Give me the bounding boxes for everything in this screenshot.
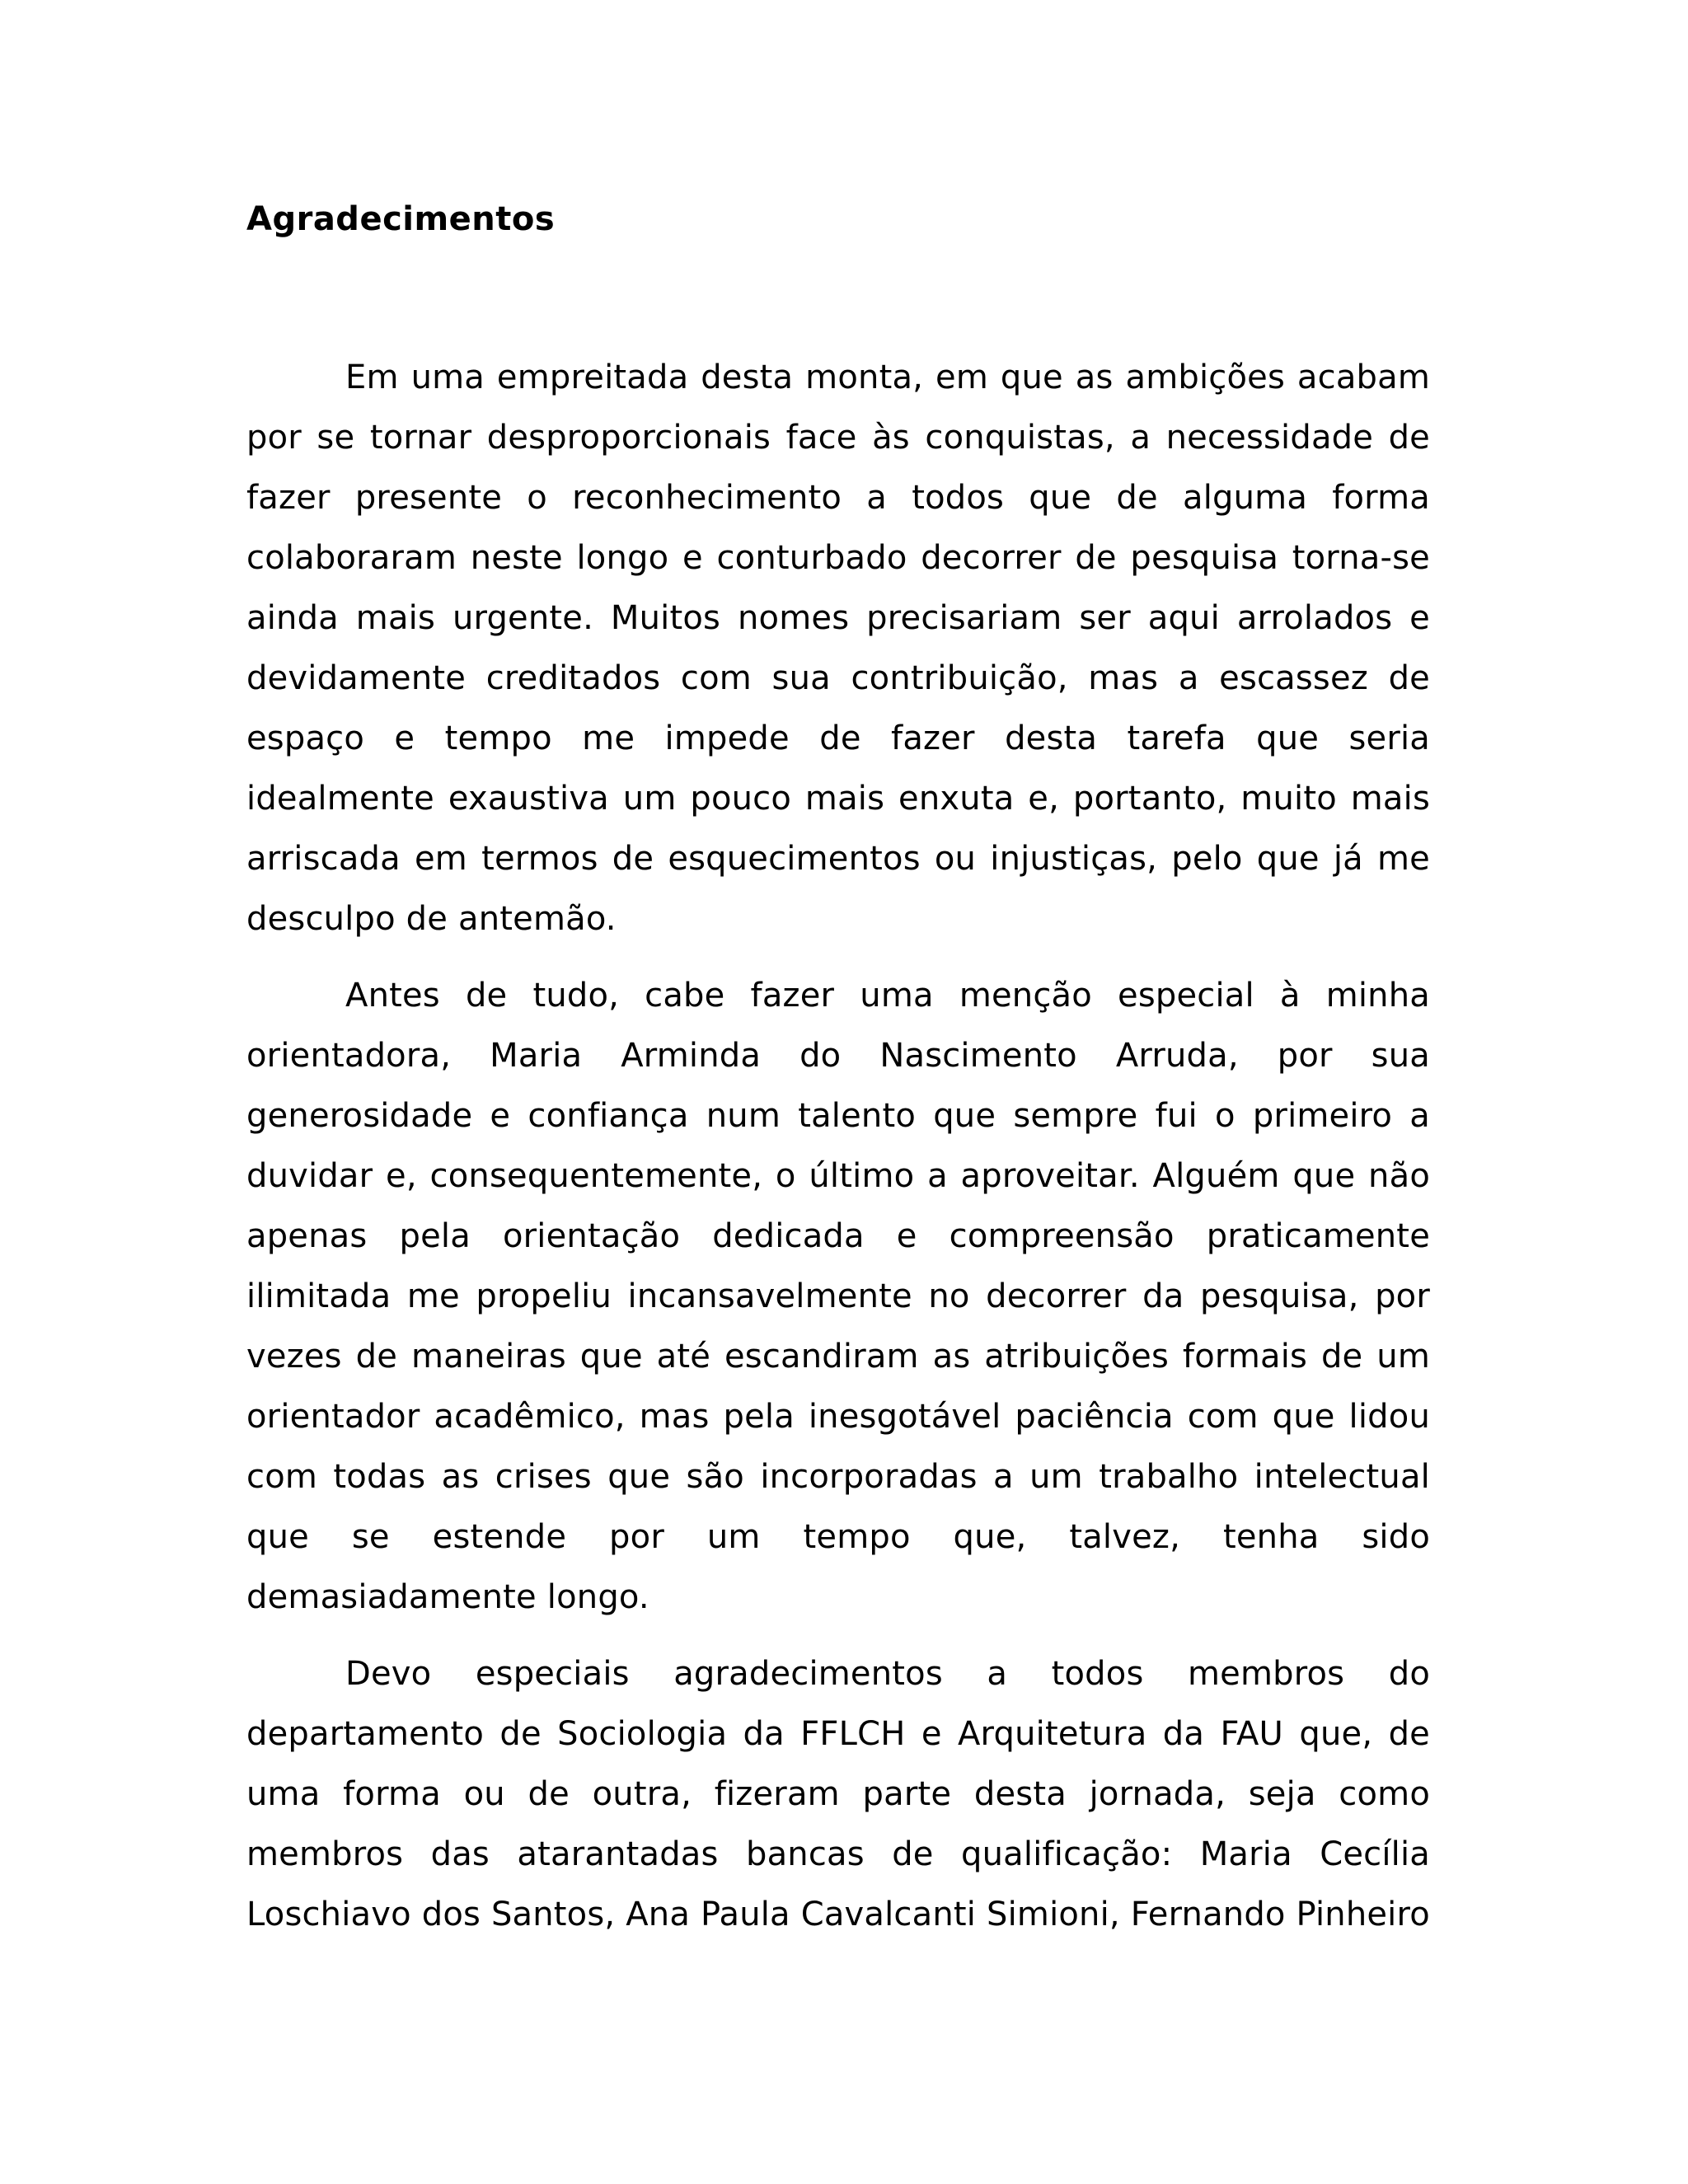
document-body xyxy=(246,348,1430,1961)
page-title: Agradecimentos xyxy=(246,200,556,238)
paragraph-departments: Devo especiais agradecimentos a todos membros do departamento de Sociologia da FFLCH e Arquitetura da FAU que, de uma forma ou de outra, fizeram parte desta jornada, seja como membros das atarantadas bancas de qualificação: Maria Cecília Loschiavo dos Santos, Ana Paula Cavalcanti Simioni, Fernando Pinheiro xyxy=(246,1655,1430,1933)
paragraph-intro: Em uma empreitada desta monta, em que as ambições acabam por se tornar desproporcionais face às conquistas, a necessidade de fazer presente o reconhecimento a todos que de alguma forma colaboraram neste longo e conturbado decorrer de pesquisa torna-se ainda mais urgente. Muitos nomes precisariam ser aqui arrolados e devidamente creditados com sua contribuição, mas a escassez de espaço e tempo me impede de fazer desta tarefa que seria idealmente exaustiva um pouco mais enxuta e, portanto, muito mais arriscada em termos de esquecimentos ou injustiças, pelo que já me desculpo de antemão. xyxy=(246,359,1430,938)
paragraph-advisor: Antes de tudo, cabe fazer uma menção especial à minha orientadora, Maria Arminda do Nascimento Arruda, por sua generosidade e confiança num talento que sempre fui o primeiro a duvidar e, consequentemente, o último a aproveitar. Alguém que não apenas pela orientação dedicada e compreensão praticamente ilimitada me propeliu incansavelmente no decorrer da pesquisa, por vezes de maneiras que até escandiram as atribuições formais de um orientador acadêmico, mas pela inesgotável paciência com que lidou com todas as crises que são incorporadas a um trabalho intelectual que se estende por um tempo que, talvez, tenha sido demasiadamente longo. xyxy=(246,977,1430,1616)
